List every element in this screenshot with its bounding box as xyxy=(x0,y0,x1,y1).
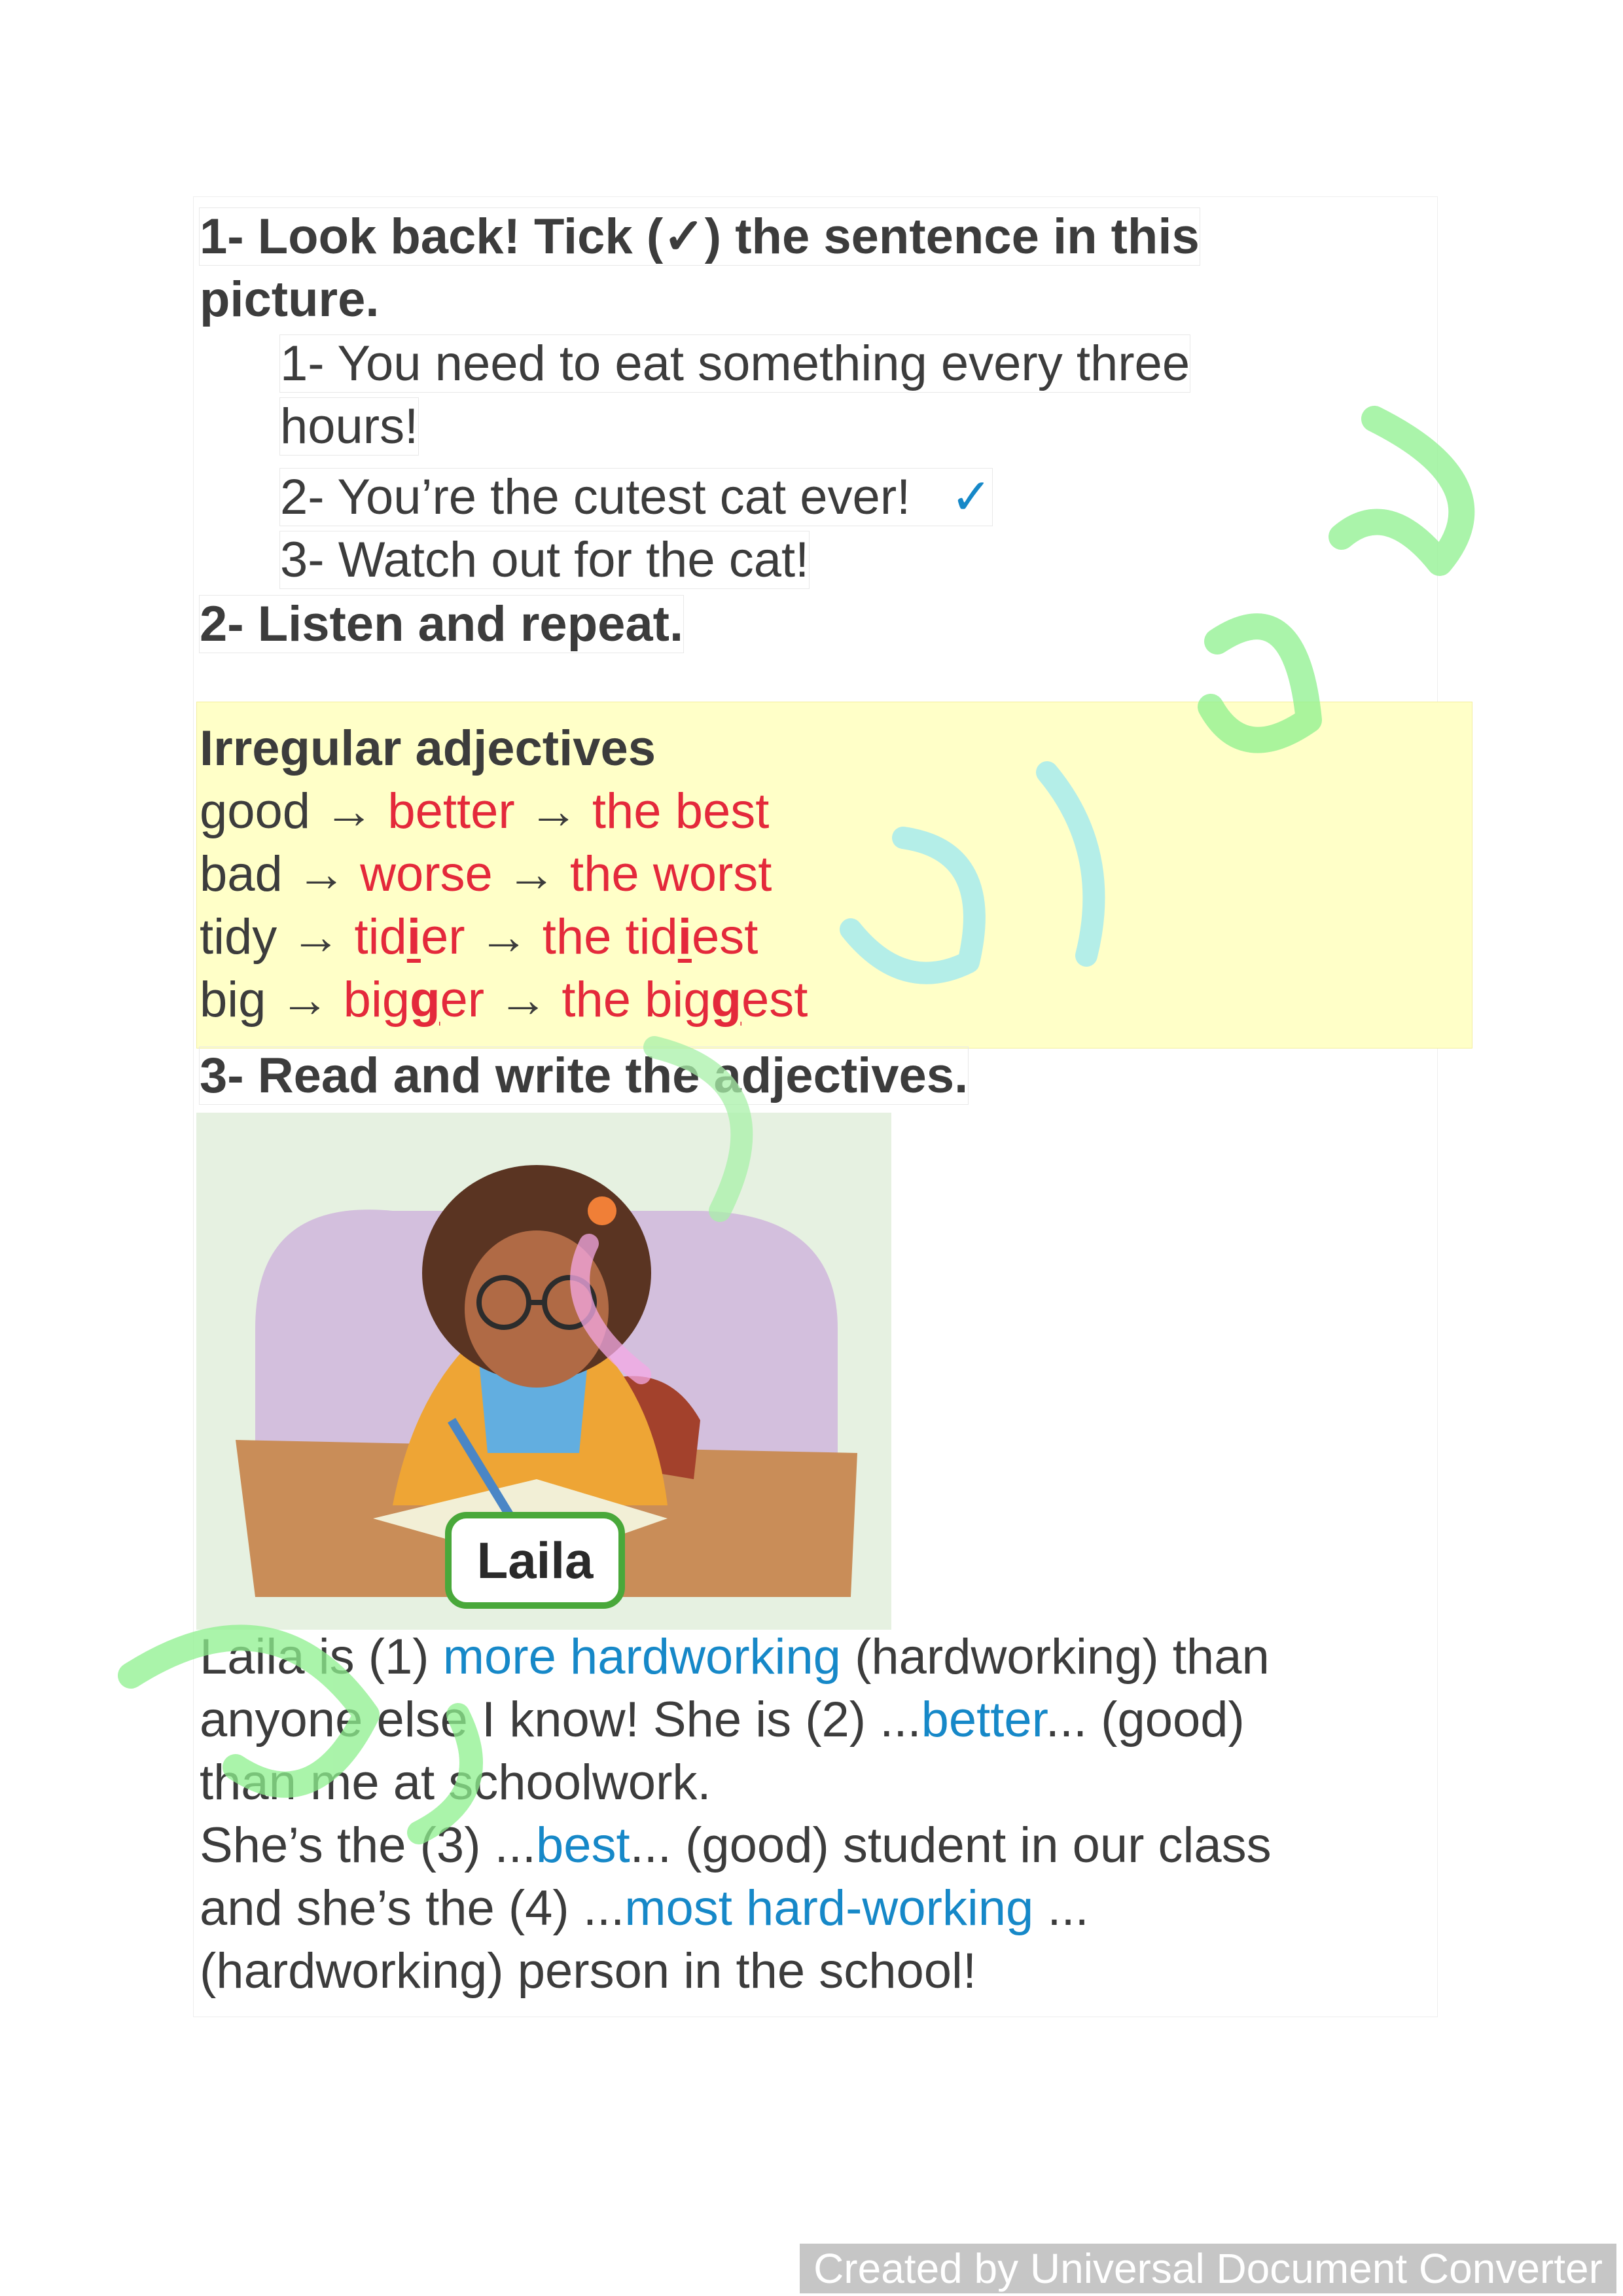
grammar-row-tidy: tidy → tidier → the tidiest xyxy=(200,909,758,965)
answer-3[interactable]: best xyxy=(535,1818,630,1873)
section2-title: 2- Listen and repeat. xyxy=(200,596,684,652)
paragraph-line-1: Laila is (1) more hardworking (hardworking) than xyxy=(200,1629,1270,1685)
paragraph-line-4: She’s the (3) ...best... (good) student in our class xyxy=(200,1818,1272,1873)
grammar-box-title: Irregular adjectives xyxy=(200,721,656,776)
paragraph-line-6: (hardworking) person in the school! xyxy=(200,1943,977,1999)
section1-title: 1- Look back! Tick (✓) the sentence in this xyxy=(200,209,1200,264)
laila-illustration xyxy=(196,1113,891,1630)
grammar-row-bad: bad → worse → the worst xyxy=(200,846,772,902)
grammar-row-big: big → bigger → the biggest xyxy=(200,972,808,1028)
answer-1[interactable]: more hardworking xyxy=(442,1629,841,1685)
section1-title-cont: picture. xyxy=(200,272,380,327)
answer-2[interactable]: better xyxy=(921,1692,1046,1748)
option-1[interactable]: 1- You need to eat something every three xyxy=(280,336,1190,391)
answer-4[interactable]: most hard-working xyxy=(624,1880,1034,1936)
paragraph-line-5: and she’s the (4) ...most hard-working ... xyxy=(200,1880,1089,1936)
option-3[interactable]: 3- Watch out for the cat! xyxy=(280,532,810,588)
paragraph-line-3: than me at schoolwork. xyxy=(200,1755,711,1810)
section3-title: 3- Read and write the adjectives. xyxy=(200,1048,969,1103)
option-2[interactable] xyxy=(280,469,992,526)
grammar-row-good: good → better → the best xyxy=(200,783,770,839)
tick-mark-icon: ✓ xyxy=(950,469,993,525)
name-tag-label: Laila xyxy=(476,1532,594,1589)
converter-footer: Created by Universal Document Converter xyxy=(800,2244,1616,2293)
option-2-text: 2- You’re the cutest cat ever! xyxy=(280,469,911,525)
option-1-cont: hours! xyxy=(280,399,419,454)
paragraph-line-2: anyone else I know! She is (2) ...better... (good) xyxy=(200,1692,1245,1748)
